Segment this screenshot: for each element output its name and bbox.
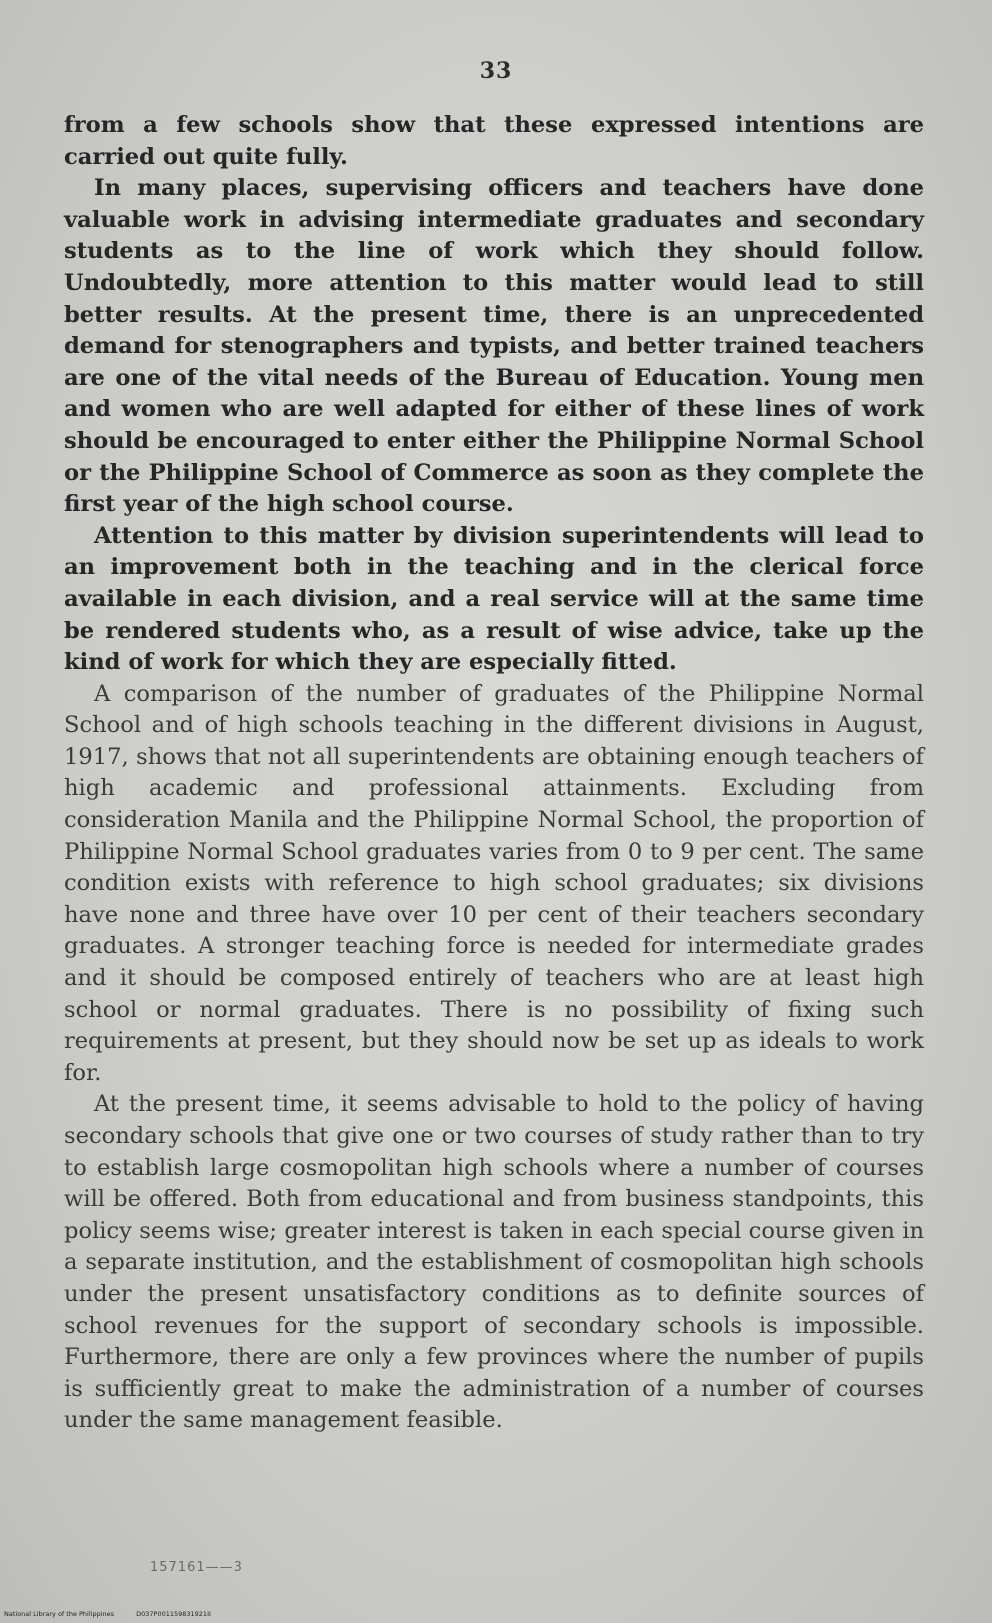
paragraph-continuation: from a few schools show that these expressed intentions are carried out quite fully. — [64, 112, 924, 170]
footer-file-id: D037P001159831921II — [136, 1610, 211, 1618]
paragraph-graduates-comparison: A comparison of the number of graduates of the Philippine Normal School and of high schools teaching in the different divisions in August, 1917, shows that not all superintendents are obtaining enough teachers of high academic and professional attainments. Excluding from consideration Manila and the Philippine Normal School, the proportion of Philippine Normal School graduates varies from 0 to 9 per cent. The same condition exists with reference to high school graduates; six divisions have none and three have over 10 per cent of their teachers secondary graduates. A stronger teaching force is needed for intermediate grades and it should be composed entirely of teachers who are at least high school or normal graduates. There is no possibility of fixing such requirements at present, but they should now be set up as ideals to work for. — [64, 680, 924, 1086]
paragraph-division-superintendents: Attention to this matter by division superintendents will lead to an improvement both in the teaching and in the clerical force available in each division, and a real service will at the same time be rendered students who, as a result of wise advice, take up the kind of work for which they are especially fitted. — [64, 522, 924, 676]
body-text — [64, 110, 924, 1437]
page-number: 33 — [479, 58, 513, 84]
printer-signature-mark: 157161——3 — [150, 1560, 243, 1575]
scan-footer — [4, 1610, 231, 1618]
footer-library: National Library of the Philippines — [4, 1610, 115, 1618]
paragraph-supervising-officers: In many places, supervising officers and teachers have done valuable work in advising intermediate graduates and secondary students as to the line of work which they should follow. Undoubtedly, more attention to this matter would lead to still better results. At the present time, there is an unprecedented demand for stenographers and typists, and better trained teachers are one of the vital needs of the Bureau of Education. Young men and women who are well adapted for either of these lines of work should be encouraged to enter either the Philippine Normal School or the Philippine School of Commerce as soon as they complete the first year of the high school course. — [64, 175, 924, 518]
paragraph-secondary-schools-policy: At the present time, it seems advisable to hold to the policy of having secondary schools that give one or two courses of study rather than to try to establish large cosmopolitan high schools where a number of courses will be offered. Both from educational and from business standpoints, this policy seems wise; greater interest is taken in each special course given in a separate institution, and the establishment of cosmopolitan high schools under the present unsatisfactory conditions as to definite sources of school revenues for the support of secondary schools is impossible. Furthermore, there are only a few provinces where the number of pupils is sufficiently great to make the administration of a number of courses under the same management feasible. — [64, 1091, 924, 1434]
